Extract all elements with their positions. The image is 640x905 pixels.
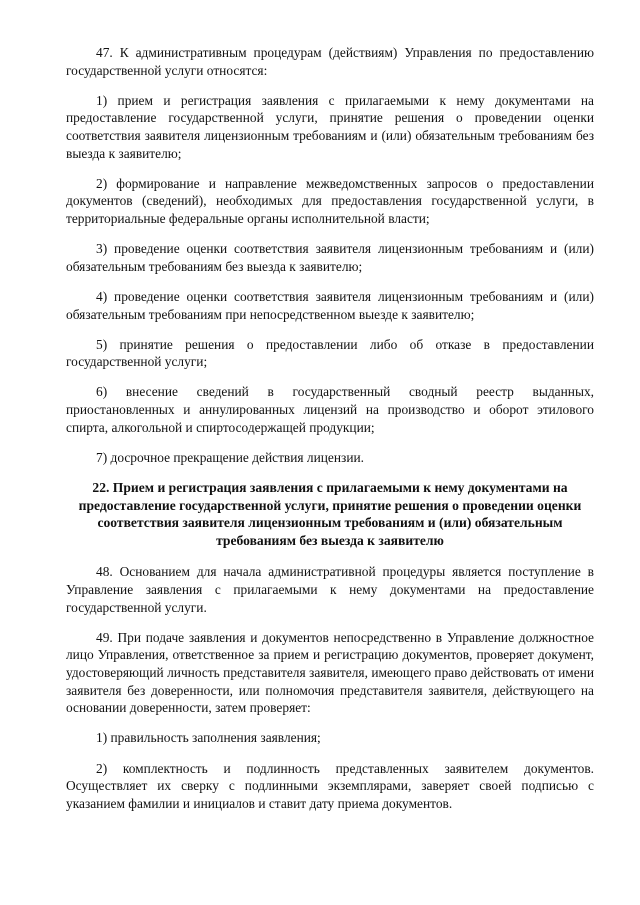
section-heading: 22. Прием и регистрация заявления с прилагаемыми к нему документами на предоставление государственной услуги, принятие решения о проведении оценки соответствия заявителя лицензионным требованиям и (или) обязательным требованиям без выезда к заявителю	[78, 480, 582, 548]
paragraph-48: 48. Основанием для начала административной процедуры является поступление в Управление заявления с прилагаемыми к нему документами на предоставление государственной услуги.	[66, 564, 594, 615]
list-item-1: 1) прием и регистрация заявления с прилагаемыми к нему документами на предоставление государственной услуги, принятие решения о проведении оценки соответствия заявителя лицензионным требованиям и (или) обязательным требованиям без выезда к заявителю;	[66, 92, 594, 161]
document-page	[66, 44, 594, 825]
list-item-4: 4) проведение оценки соответствия заявителя лицензионным требованиям и (или) обязательным требованиям при непосредственном выезде к заявителю;	[66, 288, 594, 322]
check-item-2: 2) комплектность и подлинность представленных заявителем документов. Осуществляет их сверку с подлинными экземплярами, заверяет своей подписью с указанием фамилии и инициалов и ставит дату приема документов.	[66, 760, 594, 811]
list-item-7: 7) досрочное прекращение действия лицензии.	[96, 449, 365, 465]
paragraph-47: 47. К административным процедурам (действиям) Управления по предоставлению государственной услуги относятся:	[66, 45, 594, 78]
paragraph-49: 49. При подаче заявления и документов непосредственно в Управление должностное лицо Управления, ответственное за прием и регистрацию документов, проверяет документ, удостоверяющий личность представителя заявителя, имеющего право действовать от имени заявителя без доверенности, или полномочия представителя заявителя, действующего на основании доверенности, затем проверяет:	[66, 629, 594, 716]
list-item-5: 5) принятие решения о предоставлении либо об отказе в предоставлении государственной услуги;	[66, 336, 594, 370]
list-item-2: 2) формирование и направление межведомственных запросов о предоставлении документов (сведений), необходимых для предоставления государственной услуги, в территориальные федеральные органы исполнительной власти;	[66, 175, 594, 226]
list-item-3: 3) проведение оценки соответствия заявителя лицензионным требованиям и (или) обязательным требованиям без выезда к заявителю;	[66, 241, 594, 274]
check-item-1: 1) правильность заполнения заявления;	[96, 730, 321, 746]
list-item-6: 6) внесение сведений в государственный сводный реестр выданных, приостановленных и аннулированных лицензий на производство и оборот этилового спирта, алкогольной и спиртосодержащей продукции;	[66, 384, 594, 435]
